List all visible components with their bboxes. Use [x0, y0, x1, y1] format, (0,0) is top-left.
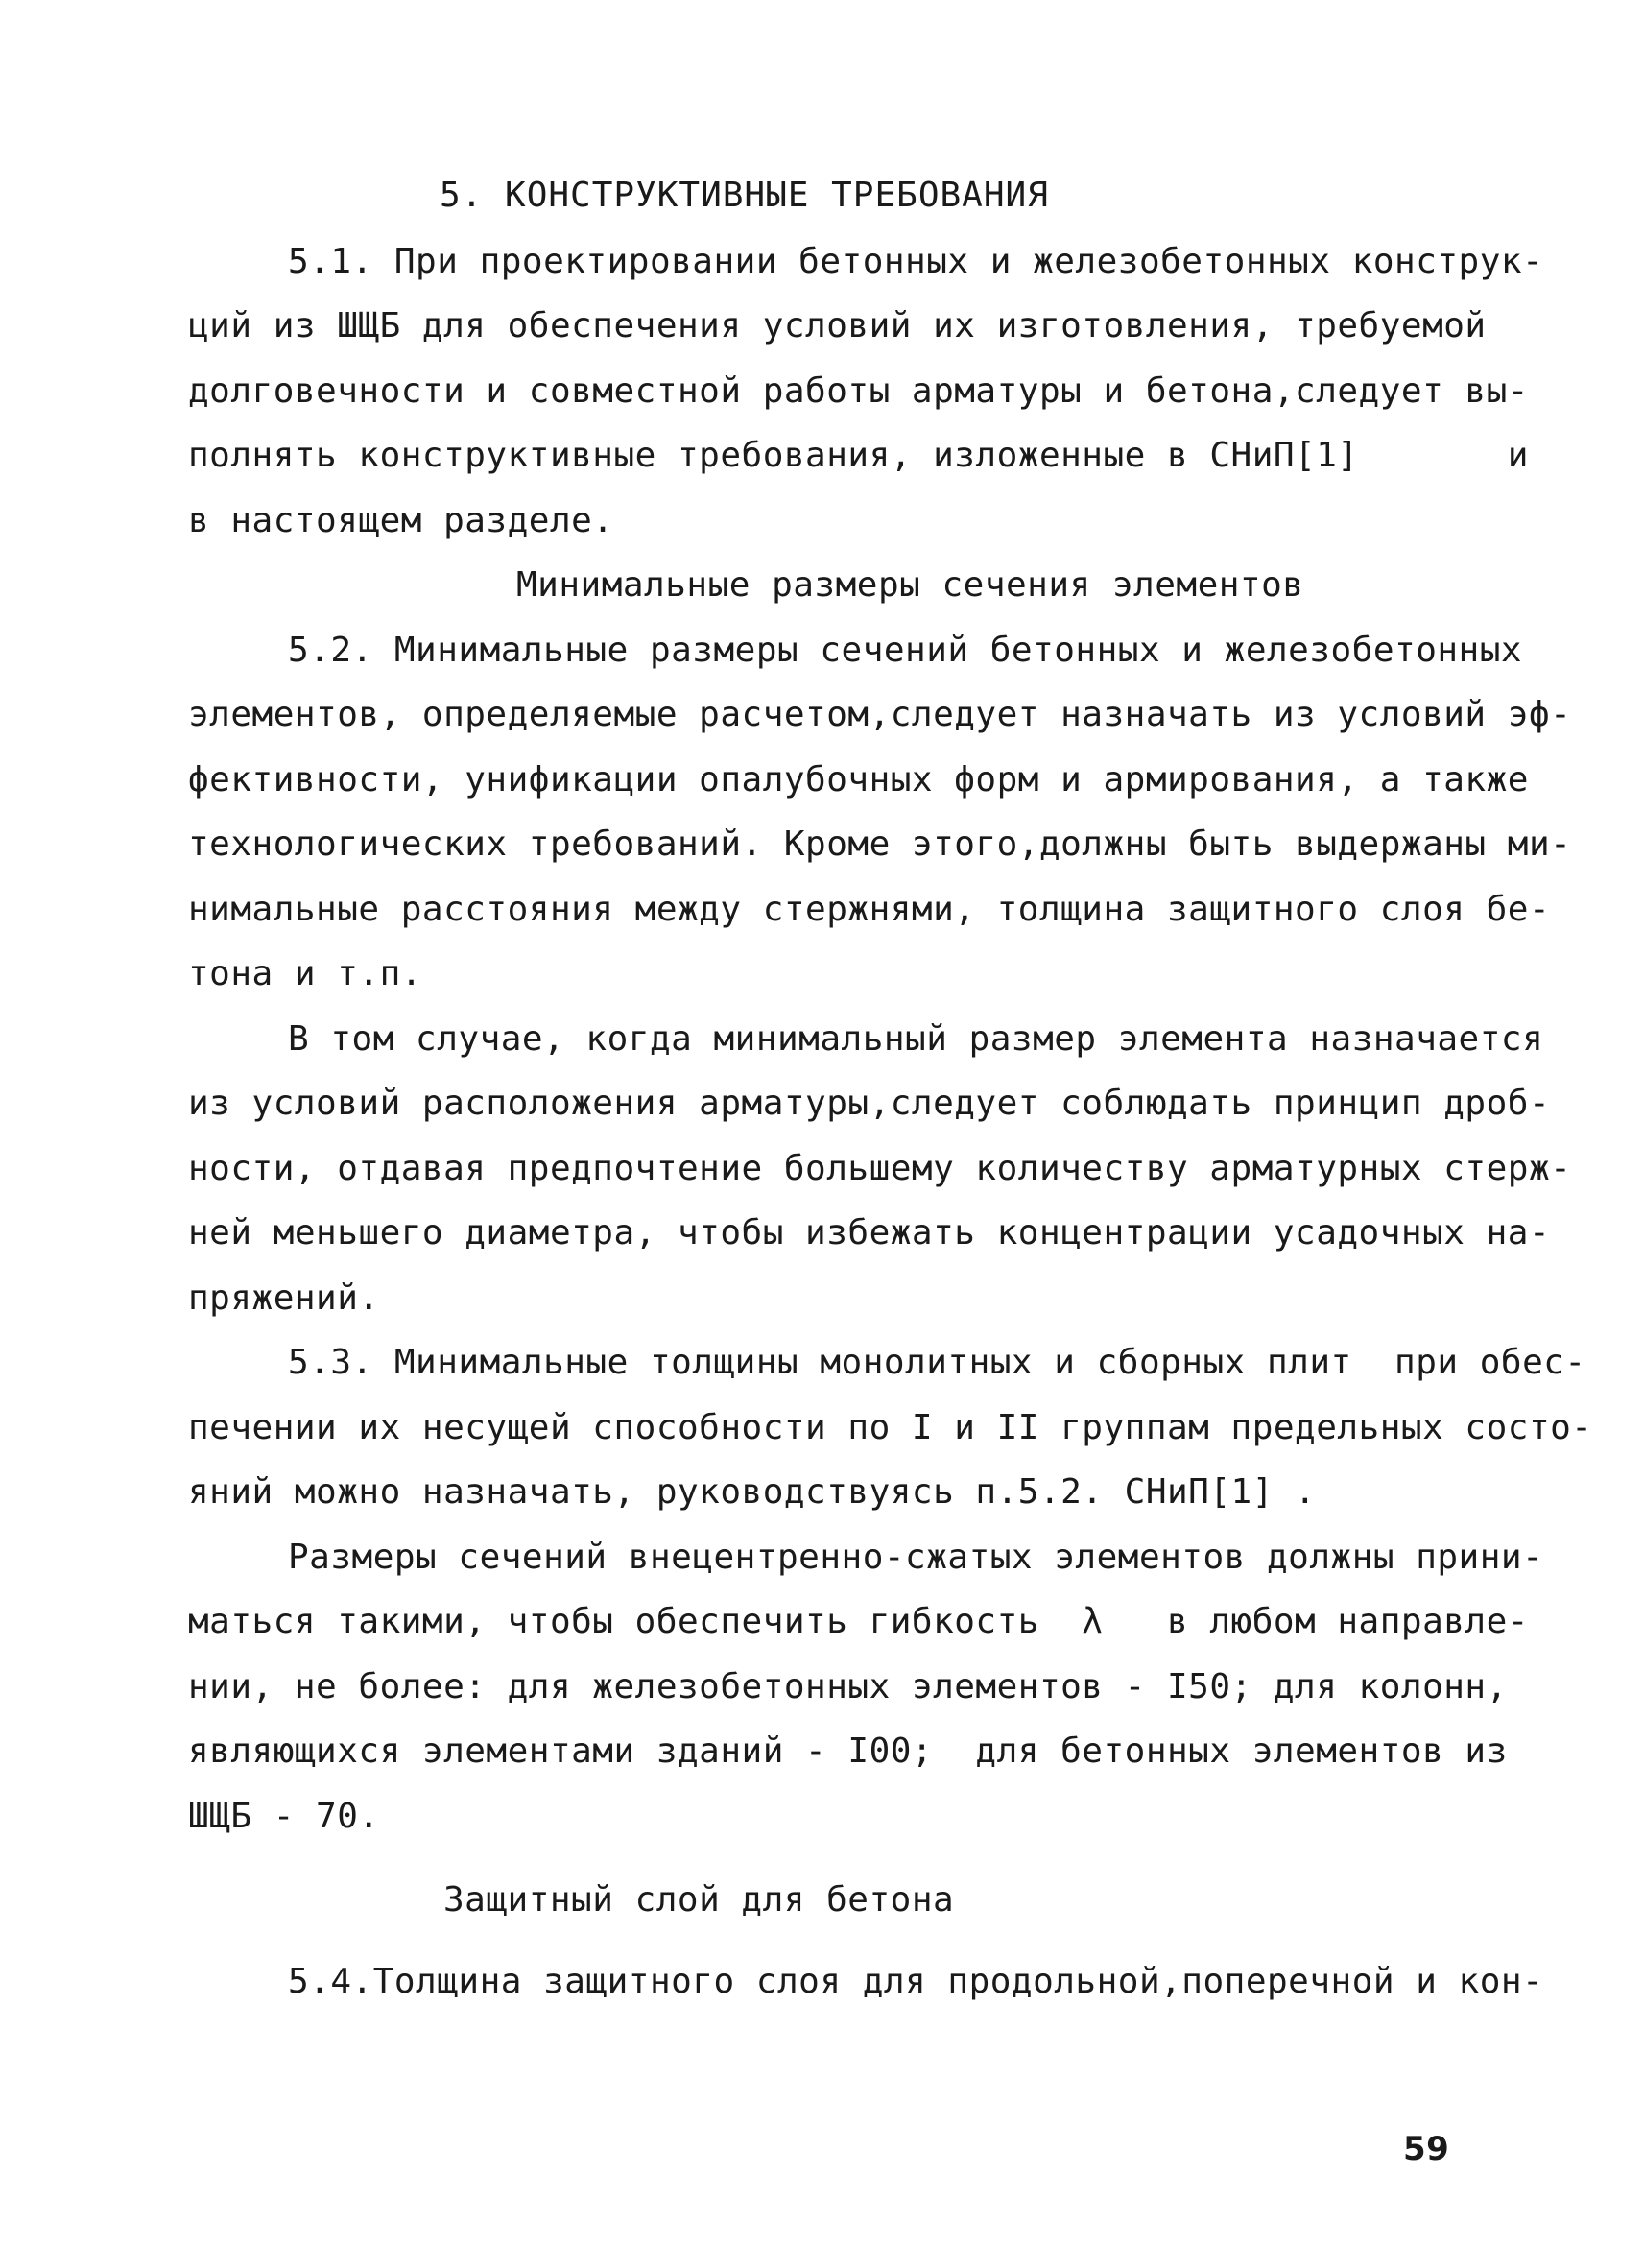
text-line: из условий расположения арматуры,следует соблюдать принцип дроб- [188, 1084, 1551, 1123]
text-line: Размеры сечений внецентренно-сжатых элементов должны прини- [288, 1538, 1544, 1577]
subheading-protective-layer: Защитный слой для бетона [443, 1880, 955, 1920]
text-line: 5.2. Минимальные размеры сечений бетонных и железобетонных [288, 631, 1523, 670]
page-number: 59 [1403, 2130, 1450, 2168]
text-line: долговечности и совместной работы арматуры и бетона,следует вы- [188, 371, 1529, 411]
text-line: нии, не более: для железобетонных элементов - I50; для колонн, [188, 1667, 1508, 1707]
text-line: пряжений. [188, 1278, 380, 1318]
text-line: 5.4.Толщина защитного слоя для продольной,поперечной и кон- [288, 1962, 1544, 2001]
text-line: ций из ШЩБ для обеспечения условий их изготовления, требуемой [188, 306, 1487, 346]
text-line: маться такими, чтобы обеспечить гибкость λ в любом направле- [188, 1602, 1529, 1641]
text-line: являющихся элементами зданий - I00; для бетонных элементов из [188, 1731, 1508, 1771]
text-line: фективности, унификации опалубочных форм и армирования, а также [188, 760, 1529, 800]
text-line: в настоящем разделе. [188, 501, 614, 540]
text-line: В том случае, когда минимальный размер элемента назначается [288, 1019, 1544, 1059]
text-line: тона и т.п. [188, 954, 422, 993]
text-line: ШЩБ - 70. [188, 1797, 380, 1836]
text-line: технологических требований. Кроме этого,должны быть выдержаны ми- [188, 824, 1572, 864]
text-line: 5.3. Минимальные толщины монолитных и сборных плит при обес- [288, 1343, 1586, 1382]
text-line: ности, отдавая предпочтение большему количеству арматурных стерж- [188, 1149, 1572, 1188]
text-line: полнять конструктивные требования, изложенные в СНиП[1] и [188, 436, 1529, 475]
text-line: элементов, определяемые расчетом,следует назначать из условий эф- [188, 695, 1572, 734]
section-title: 5. КОНСТРУКТИВНЫЕ ТРЕБОВАНИЯ [440, 176, 1049, 215]
subheading-minimal-sizes: Минимальные размеры сечения элементов [516, 565, 1304, 605]
text-line: ней меньшего диаметра, чтобы избежать концентрации усадочных на- [188, 1213, 1551, 1253]
text-line: печении их несущей способности по I и II группам предельных состо- [188, 1408, 1593, 1447]
text-line: нимальные расстояния между стержнями, толщина защитного слоя бе- [188, 890, 1551, 929]
text-line: 5.1. При проектировании бетонных и железобетонных конструк- [288, 242, 1544, 281]
text-line: яний можно назначать, руководствуясь п.5.2. СНиП[1] . [188, 1472, 1317, 1512]
